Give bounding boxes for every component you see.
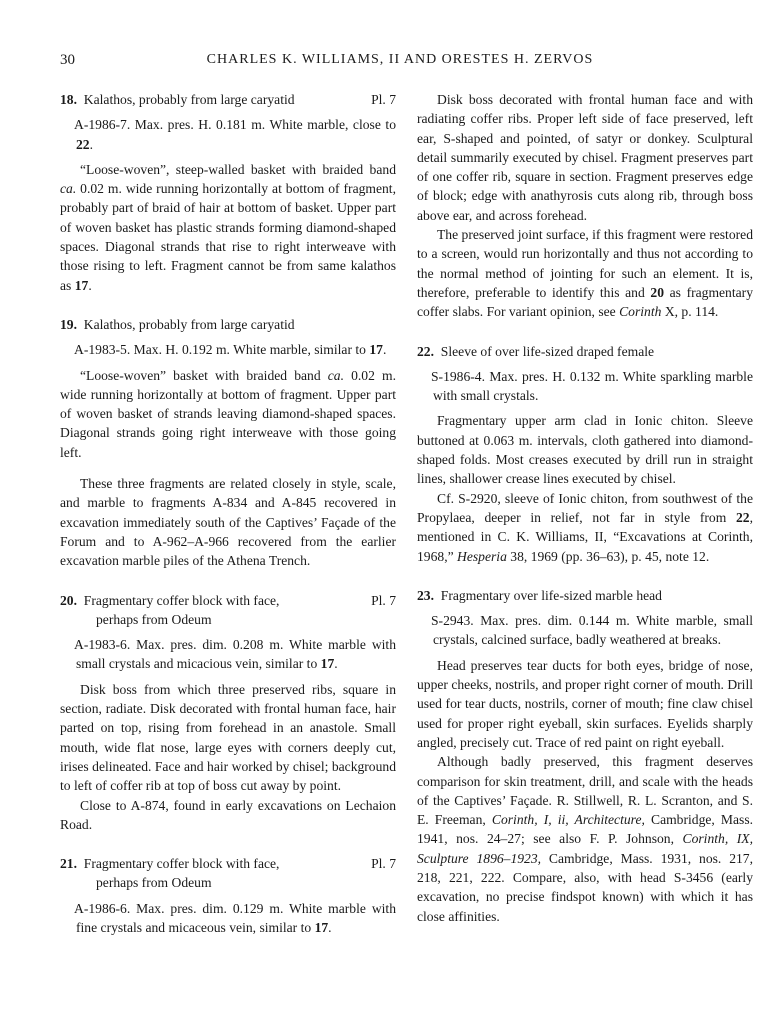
entry-description: Head preserves tear ducts for both eyes, bridge of nose, upper cheeks, nostrils, and proper right corner of mouth. Drill used for tear ducts, nostrils, corner of mouth; fine claw chisel used for proper right eyeball, skin surfaces. Eyelids sharply angled, precisely cut. Trace of red paint on right eyeball. [417,657,753,750]
entry-note: Close to A-874, found in early excavations on Lechaion Road. [60,797,396,832]
entry-number: 18. [60,92,77,107]
entry-comparison: Although badly preserved, this fragment deserves comparison for skin treatment, drill, and scale with the heads of the Captives’ Façade. R. Stillwell, R. L. Scranton, and S. E. Freeman, Corinth, I, ii, Architecture, Cambridge, Mass. 1941, nos. 24–27; see also F. P. Johnson, Corinth, IX, Sculpture 1896–1923, Cambridge, Mass. 1931, nos. 217, 218, 221, 222. Compare, also, with head S-3456 (early excavation, no precise findspot known) with which it has close affinities. [417,754,754,924]
entry-heading [60,854,396,873]
catalog-entry-19 [60,315,396,462]
entry-title: Kalathos, probably from large caryatid [83,316,295,332]
entry-heading [417,586,753,605]
entry-meta: A-1983-5. Max. H. 0.192 m. White marble, similar to 17. [74,342,387,358]
entry-comparison: Cf. S-2920, sleeve of Ionic chiton, from southwest of the Propylaea, deeper in relief, not far in style from 22, mentioned in C. K. Williams, II, “Excavations at Corinth, 1968,” Hesperia 38, 1969 (pp. 36–63), p. 45, note 12. [417,490,753,564]
left-column [60,90,396,937]
entry-meta: S-2943. Max. pres. dim. 0.144 m. White marble, small crystals, calcined surface, badly weathered at breaks. [431,613,753,648]
entry-title: Fragmentary coffer block with face, [83,856,280,872]
entry-joint-discussion: The preserved joint surface, if this fragment were restored to a screen, would run horizontally and thus not according to the normal method of jointing for such an element. It is, therefore, preferable to identify this and 20 as fragmentary coffer slabs. For variant opinion, see Corinth X, p. 114. [417,227,753,320]
running-head: CHARLES K. WILLIAMS, II AND ORESTES H. ZERVOS [206,52,594,67]
entry-number: 21. [60,856,77,872]
entry-heading [60,315,396,334]
entry-number: 19. [60,316,77,332]
entry-description: “Loose-woven”, steep-walled basket with braided band ca. 0.02 m. wide running horizontally at bottom of fragment, probably part of braid of hair at bottom of basket. Upper part of woven basket has plastic strands forming diamond-shaped spaces. Diagonal strands that rise to right interweave with those rising to left. Fragment cannot be from same kalathos as 17. [60,161,396,293]
entry-heading [60,90,396,109]
entry-description: “Loose-woven” basket with braided band ca. 0.02 m. wide running horizontally at bottom of fragment. Upper part of woven basket of strands leaving diamond-shaped spaces. Diagonal strands going right interweave with those going left. [60,367,396,460]
page-number: 30 [60,52,75,68]
entry-title: Kalathos, probably from large caryatid [83,92,295,107]
plate-ref: Pl. 7 [371,92,396,107]
catalog-entry-18 [60,90,396,295]
entry-description: Fragmentary upper arm clad in Ionic chiton. Sleeve buttoned at 0.063 m. intervals, cloth gathered into diamond-shaped folds. Most creases executed by drill run in straight lines, shallower crease lines executed by chisel. [417,413,753,487]
plate-ref: Pl. 7 [371,592,396,608]
entry-meta: S-1986-4. Max. pres. H. 0.132 m. White sparkling marble with small crystals. [431,368,753,404]
catalog-entry-22 [417,342,753,566]
entry-meta: A-1986-6. Max. pres. dim. 0.129 m. White marble with fine crystals and micaceous vein, similar to 17. [74,900,396,935]
entry-number: 20. [60,592,77,608]
entry-title-continued: perhaps from Odeum [96,875,212,891]
entry-title: Fragmentary coffer block with face, [83,592,280,608]
right-column [417,90,753,926]
plate-ref: Pl. 7 [371,856,396,872]
entry-title: Sleeve of over life-sized draped female [440,343,655,359]
entry-meta: A-1983-6. Max. pres. dim. 0.208 m. White marble with small crystals and micacious vein, similar to 17. [74,637,396,672]
entry-heading [60,591,396,610]
entry-description: Disk boss decorated with frontal human face and with radiating coffer ribs. Proper left side of face preserved, left ear, S-shaped and pointed, of satyr or donkey. Sculptural detail summarily executed by chisel. Fragment preserves part of one coffer rib, square in section. Fragment preserves edge of block; edge with anathyrosis cuts along rib, through boss above ear, and across forehead. [417,92,753,223]
entry-title: Fragmentary over life-sized marble head [440,587,662,603]
entry-title-continued: perhaps from Odeum [96,611,212,627]
entry-number: 22. [417,343,434,359]
entry-description: Disk boss from which three preserved ribs, square in section, radiate. Disk decorated with frontal human face, hair parted on top, rising from forehead in an anastole. Small mouth, wide flat nose, large eyes with corners deeply cut, irises delineated. Face and hair worked by chisel; background to left of coffer rib at top of boss cut away by point. [60,681,396,794]
entry-number: 23. [417,587,434,603]
entry-meta: A-1986-7. Max. pres. H. 0.181 m. White marble, close to 22. [74,117,396,152]
entry-heading [417,342,753,361]
catalog-entry-23 [417,586,753,926]
catalog-entry-20 [60,591,396,835]
summary-paragraph: These three fragments are related closely in style, scale, and marble to fragments A-834 and A-845 recovered in excavation immediately south of the Captives’ Façade of the Forum and to A-962–A-966 recovered from the earlier excavation marble piles of the Athena Trench. [60,476,396,569]
catalog-entry-21 [60,854,396,937]
